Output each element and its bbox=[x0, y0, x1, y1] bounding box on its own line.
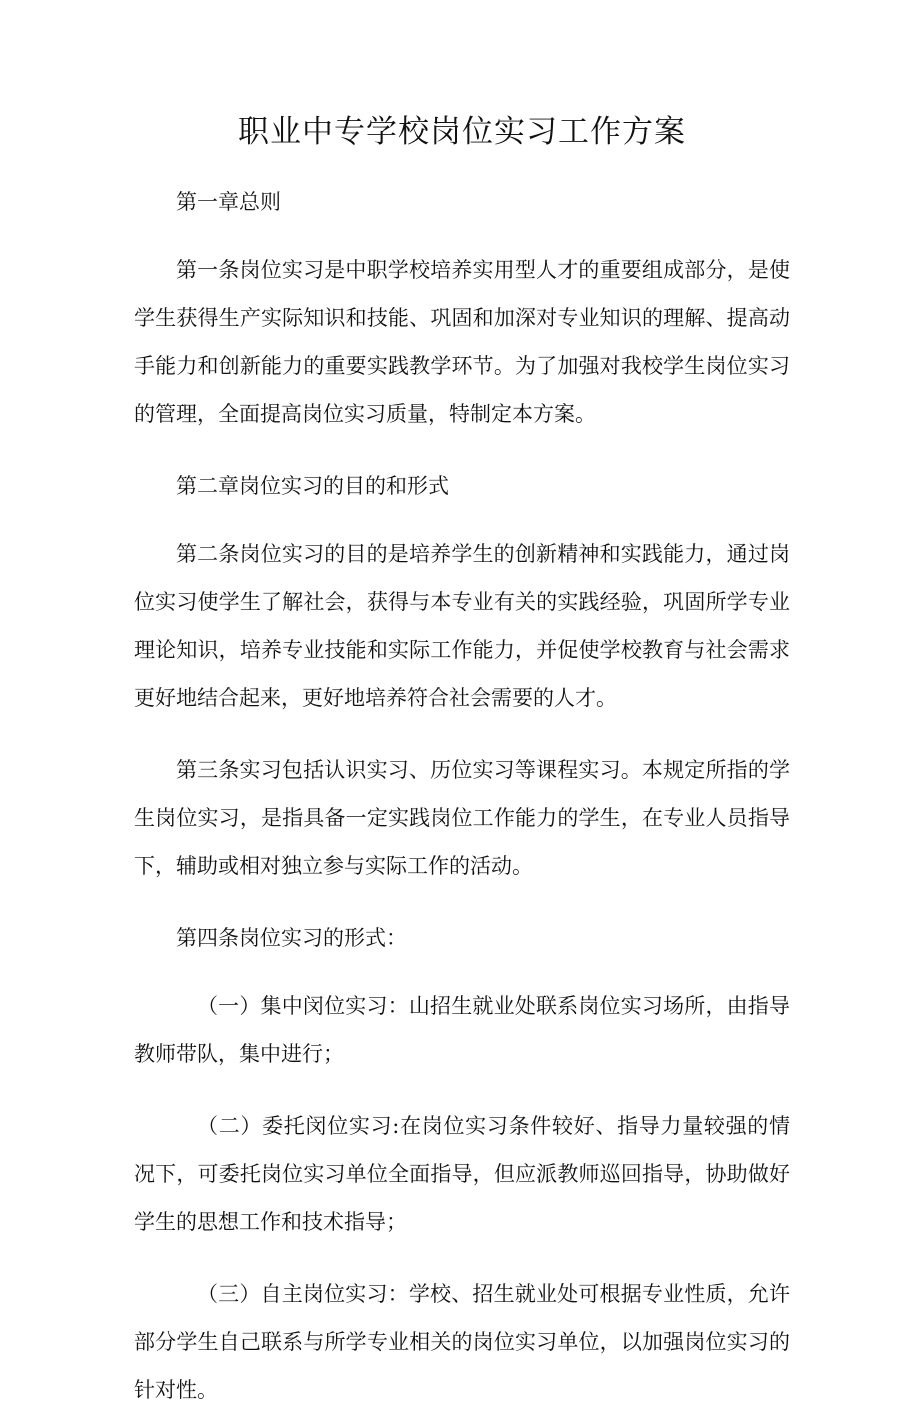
article-1-paragraph: 第一条岗位实习是中职学校培养实用型人才的重要组成部分，是使学生获得生产实际知识和技能、巩固和加深对专业知识的理解、提高动手能力和创新能力的重要实践教学环节。为了加强对我校学生岗位实习的管理，全面提高岗位实习质量，特制定本方案。 bbox=[134, 258, 790, 426]
form-item-1: （一）集中闵位实习：山招生就业处联系岗位实习场所，由指导教师带队，集中进行； bbox=[134, 994, 790, 1066]
article-2-paragraph: 第二条岗位实习的目的是培养学生的创新精神和实践能力，通过岗位实习使学生了解社会，获得与本专业有关的实践经验，巩固所学专业理论知识，培养专业技能和实际工作能力，并促使学校教育与社会需求更好地结合起来，更好地培养符合社会需要的人才。 bbox=[134, 542, 790, 710]
article-4-heading: 第四条岗位实习的形式： bbox=[176, 926, 407, 950]
chapter-2-heading: 第二章岗位实习的目的和形式 bbox=[176, 474, 449, 498]
form-item-3: （三）自主岗位实习：学校、招生就业处可根据专业性质，允许部分学生自己联系与所学专业相关的岗位实习单位，以加强岗位实习的针对性。 bbox=[134, 1282, 790, 1402]
document-title: 职业中专学校岗位实习工作方案 bbox=[238, 114, 686, 150]
form-item-2: （二）委托闵位实习:在岗位实习条件较好、指导力量较强的情况下，可委托岗位实习单位全面指导，但应派教师巡回指导，协助做好学生的思想工作和技术指导； bbox=[134, 1114, 790, 1234]
chapter-1-heading: 第一章总则 bbox=[176, 190, 281, 214]
article-3-paragraph: 第三条实习包括认识实习、历位实习等课程实习。本规定所指的学生岗位实习，是指具备一定实践岗位工作能力的学生，在专业人员指导下，辅助或相对独立参与实际工作的活动。 bbox=[134, 758, 790, 878]
